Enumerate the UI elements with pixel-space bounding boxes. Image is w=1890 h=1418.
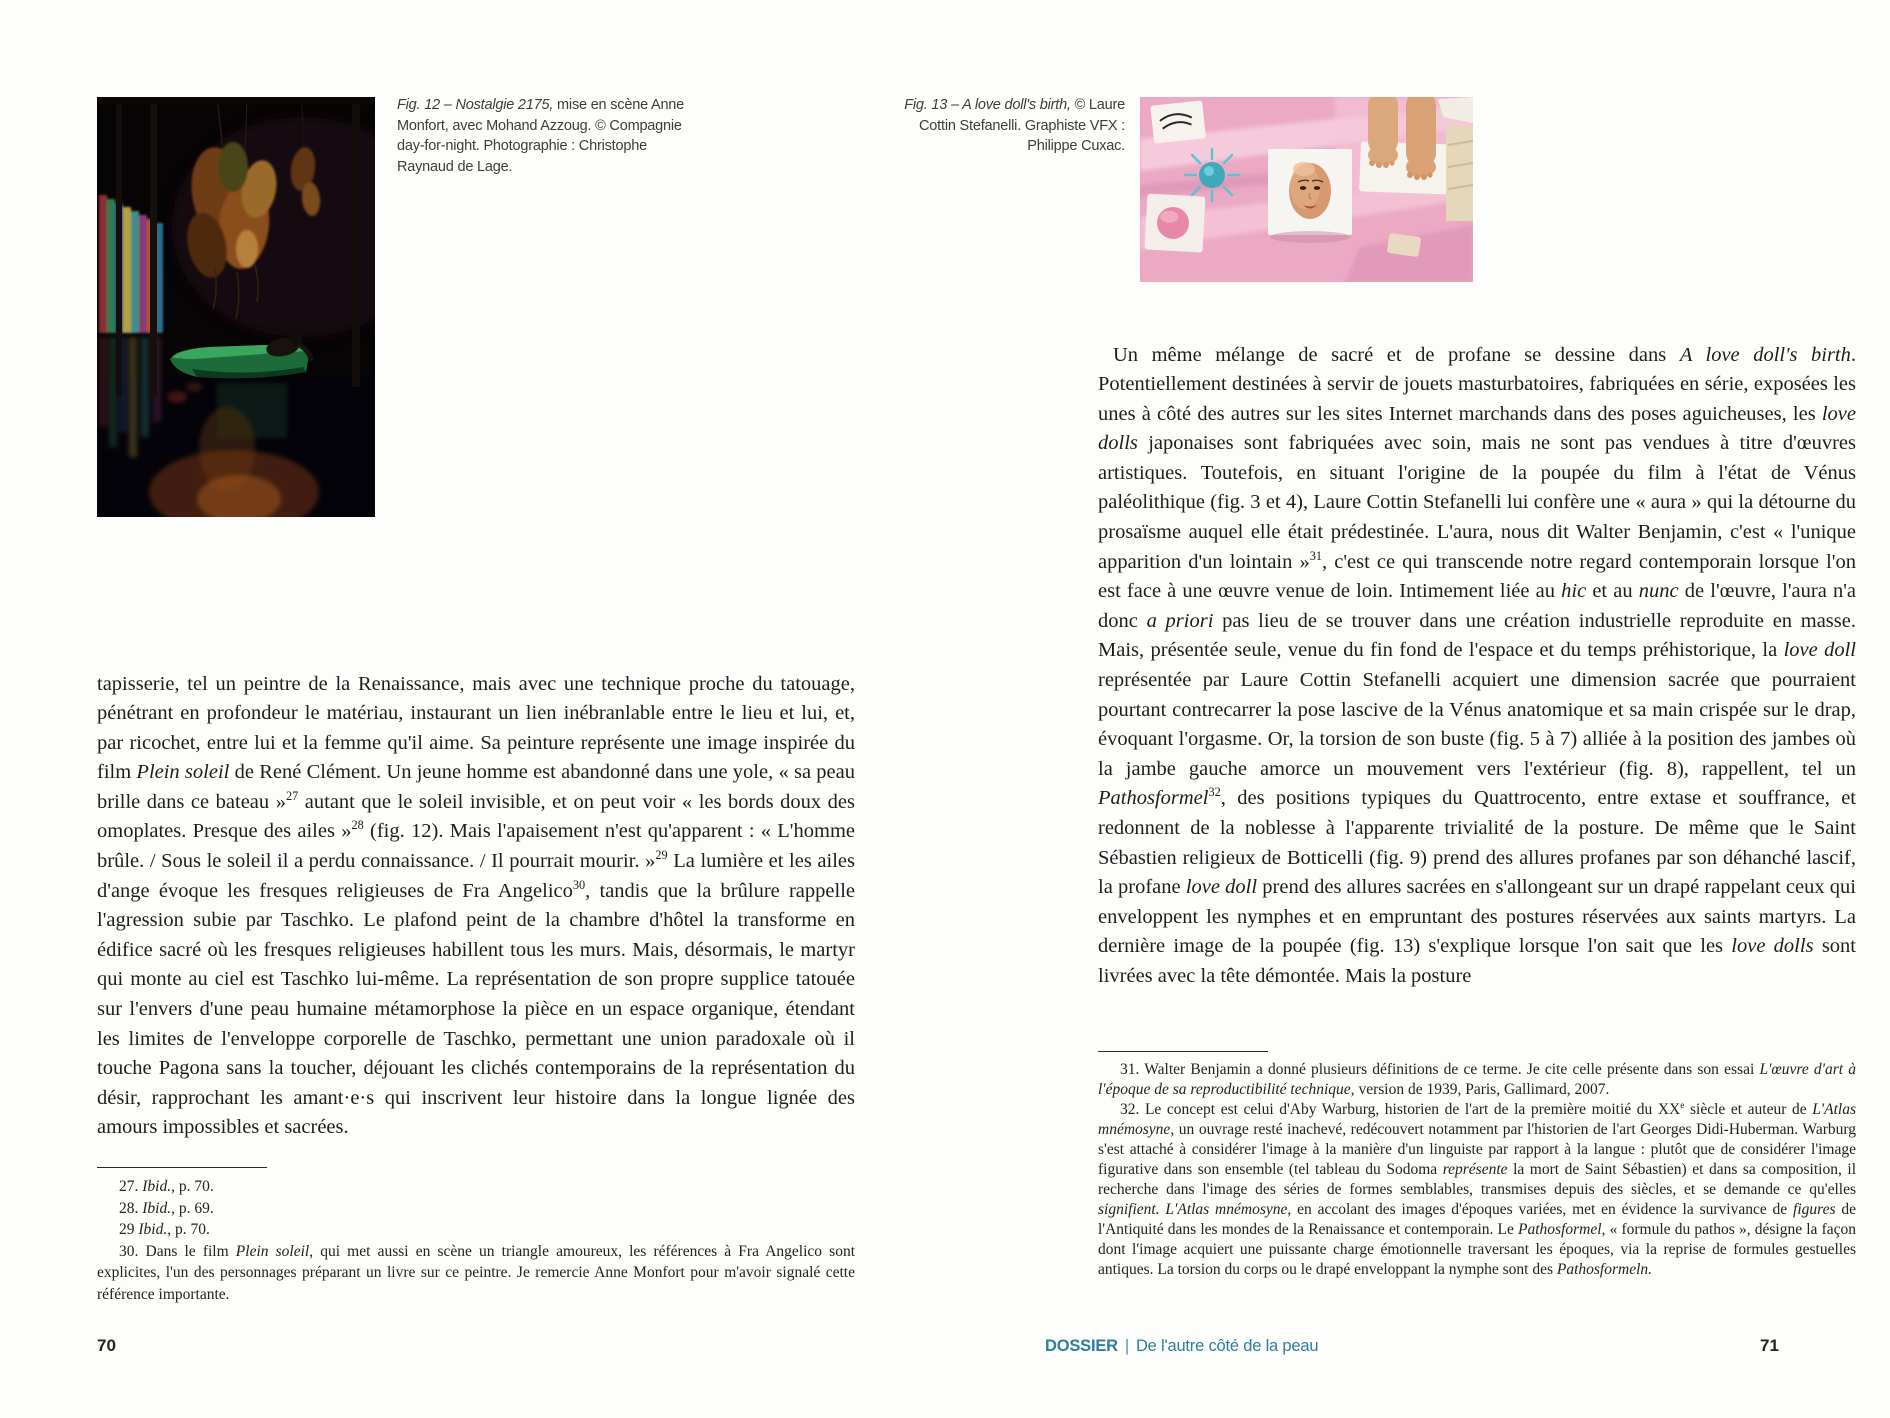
right-page-body-text: Un même mélange de sacré et de profane se dessine dans A love doll's birth. Potentiellement destinées à servir de jouets masturbatoires, fabriquées en série, exposées les unes à côté des autres sur les sites Internet marchands dans des poses aguicheuses, les love dolls japonaises sont fabriquées avec soin, mais ne sont pas vendues à titre d'œuvres artistiques. Toutefois, en situant l'origine de la poupée du film à l'état de Vénus paléolithique (fig. 3 et 4), Laure Cottin Stefanelli lui confère une « aura » qui la détourne du prosaïsme auquel elle était prédestinée. L'aura, nous dit Walter Benjamin, c'est « l'unique apparition d'un lointain »$^{31}$, c'est ce qui transcende notre regard contemporain lorsque l'on est face à une œuvre venue de loin. Intimement liée au hic et au nunc de l'œuvre, l'aura n'a donc a priori pas lieu de se trouver dans une création industrielle reproduite en masse. Mais, présentée seule, venue du fin fond de l'espace et du temps préhistorique, la love doll représentée par Laure Cottin Stefanelli acquiert une dimension sacrée que pourraient pourtant contrecarrer la pose lascive de la Vénus anatomique et sa main crispée sur le drap, évoquant l'orgasme. Or, la torsion de son buste (fig. 5 à 7) alliée à la position des jambes où la jambe gauche amorce un mouvement vers l'extérieur (fig. 8), rappellent, tel un Pathosformel$^{32}$, des positions typiques du Quattrocento, entre extase et souffrance, et redonnent de la noblesse à l'apparente trivialité de la posture. De même que le Saint Sébastien religieux de Botticelli (fig. 9) prend des allures profanes par son déhanché lascif, la profane love doll prend des allures sacrées en s'allongeant sur un drapé rappelant ceux qui enveloppent les nymphes et en empruntant des postures réservées aux saints martyrs. La dernière image de la poupée (fig. 13) s'explique lorsque l'on sait que les love dolls sont livrées avec la tête démontée. Mais la posture [1098,343,1856,987]
footnote-30: 30. Dans le film Plein soleil, qui met aussi en scène un triangle amoureux, les références à Fra Angelico sont explicites, l'un des personnages préparant un livre sur ce peintre. Je remercie Anne Monfort pour m'avoir signalé cette référence importante. [97,1242,856,1303]
page-number-left: 70 [97,1336,116,1355]
figure-13-image [1140,97,1473,282]
figure-12-caption: Fig. 12 – Nostalgie 2175, mise en scène Anne Monfort, avec Mohand Azzoug. © Compagnie day-for-night. Photographie : Christophe Raynaud de Lage. [397,97,685,175]
footer-section-label [1045,1337,1318,1356]
footer-section-title: De l'autre côté de la peau [1135,1337,1319,1355]
footnote-31: 31. Walter Benjamin a donné plusieurs définitions de ce terme. Je cite celle présente dans son essai L'œuvre d'art à l'époque de sa reproductibilité technique, version de 1939, Paris, Gallimard, 2007. [1098,1061,1856,1098]
footnote-27: 27. Ibid., p. 70. [119,1178,214,1195]
dossier-label: DOSSIER [1045,1337,1118,1355]
page-number-right: 71 [1760,1336,1779,1355]
figure-13-artwork [1140,97,1473,282]
footer-separator: | [1124,1337,1129,1355]
left-page-footnotes [97,1176,855,1305]
right-footnote-rule [1098,1051,1268,1052]
left-footnote-rule [97,1167,267,1168]
figure-13-caption: Fig. 13 – A love doll's birth, © Laure Cottin Stefanelli. Graphiste VFX : Philippe Cuxac. [904,97,1125,154]
left-page-body-text: tapisserie, tel un peintre de la Renaissance, mais avec une technique proche du tatouage, pénétrant en profondeur le matériau, instaurant un lien inébranlable entre le lieu et lui, et, par ricochet, entre lui et la femme qu'il aime. Sa peinture représente une image inspirée du film Plein soleil de René Clément. Un jeune homme est abandonné dans une yole, « sa peau brille dans ce bateau »$^{27}$ autant que le soleil invisible, et on peut voir « les bords doux des omoplates. Presque des ailes »$^{28}$ (fig. 12). Mais l'apaisement n'est qu'apparent : « L'homme brûle. / Sous le soleil il a perdu connaissance. / Il pourrait mourir. »$^{29}$ La lumière et les ailes d'ange évoque les fresques religieuses de Fra Angelico$^{30}$, tandis que la brûlure rappelle l'agression subie par Taschko. Le plafond peint de la chambre d'hôtel la transforme en édifice sacré où les fresques religieuses habillent tous les murs. Mais, désormais, le martyr qui monte au ciel est Taschko lui-même. La représentation de son propre supplice tatouée sur l'envers d'une peau humaine métamorphose la pièce en un espace organique, étendant les limites de l'enveloppe corporelle de Taschko, permettant une union paradoxale où il touche Pagona sans la toucher, déjouant les clichés contemporains de la représentation du désir, rapprochant les amant·e·s qui inscrivent leur histoire dans la longue lignée des amours impossibles et sacrées. [97,672,855,1139]
figure-12-image [97,97,375,517]
footnote-28: 28. Ibid., p. 69. [119,1199,214,1217]
figure-12-artwork [97,97,375,517]
footnote-29: 29 Ibid., p. 70. [119,1221,210,1238]
right-page-footnotes [1098,1060,1856,1280]
footnote-32: 32. Le concept est celui d'Aby Warburg, historien de l'art de la première moitié du XXe siècle et auteur de L'Atlas mnémosyne, un ouvrage resté inachevé, redécouvert notamment par l'historien de l'art Georges Didi-Huberman. Warburg s'est attaché à considérer l'image à la manière d'un linguiste par rapport à la langue : plutôt que de considérer l'image figurative dans son ensemble (tel tableau du Sodoma représente la mort de Saint Sébastien) et dans sa composition, il recherche dans l'image des séries de formes semblables, transmises depuis des siècles, et se demande ce qu'elles signifient. L'Atlas mnémosyne, en accolant des images d'époques variées, met en évidence la survivance de figures de l'Antiquité dans les mondes de la Renaissance et contemporain. Le Pathosformel, « formule du pathos », désigne la façon dont l'image acquiert une puissante charge émotionnelle traversant les époques, via la reprise de formules gestuelles antiques. La torsion du corps ou le drapé enveloppant la nymphe sont des Pathosformeln. [1098,1100,1857,1278]
